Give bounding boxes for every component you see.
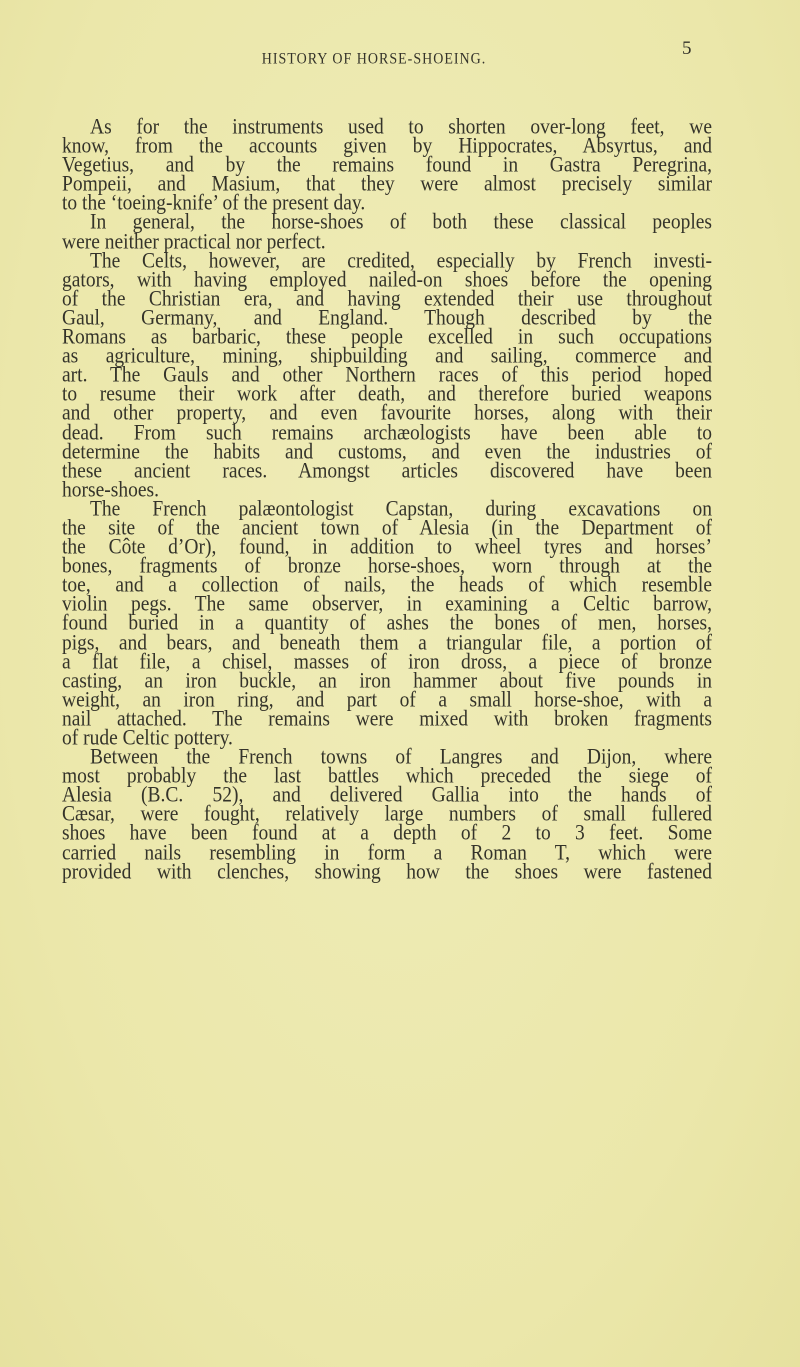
text-line: dead. From such remains archæologists have been able to — [62, 421, 712, 445]
text-line: art. The Gauls and other Northern races of this period hoped — [62, 363, 712, 388]
text-line: Vegetius, and by the remains found in Gastra Peregrina, — [62, 153, 712, 178]
text-line: toe, and a collection of nails, the heads of which resemble — [62, 573, 712, 598]
text-line: gators, with having employed nailed-on shoes before the opening — [62, 268, 712, 293]
text-line: a flat file, a chisel, masses of iron dross, a piece of bronze — [62, 650, 712, 674]
text-line: were neither practical nor perfect. — [62, 230, 326, 254]
text-line: The Celts, however, are credited, especially by French investi- — [90, 249, 712, 273]
text-line: the site of the ancient town of Alesia (in the Department of — [62, 516, 712, 541]
text-line: Gaul, Germany, and England. Though described by the — [62, 306, 712, 331]
text-line: carried nails resembling in form a Roman T, which were — [62, 841, 712, 865]
text-line: of rude Celtic pottery. — [62, 726, 233, 751]
text-line: Cæsar, were fought, relatively large numbers of small fullered — [62, 803, 712, 827]
text-line: these ancient races. Amongst articles discovered have been — [62, 459, 712, 483]
text-line: found buried in a quantity of ashes the bones of men, horses, — [62, 612, 712, 636]
text-line: In general, the horse-shoes of both these classical peoples — [90, 211, 712, 235]
text-line: weight, an iron ring, and part of a small horse-shoe, with a — [62, 688, 712, 713]
text-line: of the Christian era, and having extended their use throughout — [62, 287, 712, 312]
text-line: As for the instruments used to shorten over-long feet, we — [90, 115, 712, 140]
text-line: provided with clenches, showing how the shoes were fastened — [62, 860, 712, 884]
text-line: Alesia (B.C. 52), and delivered Gallia into the hands of — [62, 784, 712, 808]
text-line: determine the habits and customs, and even the industries of — [62, 440, 712, 464]
running-title: HISTORY OF HORSE-SHOEING. — [261, 50, 487, 69]
body-text — [62, 115, 712, 884]
text-line: the Côte d’Or), found, in addition to wheel tyres and horses’ — [62, 535, 712, 560]
text-line: nail attached. The remains were mixed with broken fragments — [62, 707, 712, 732]
text-line: to the ‘toeing-knife’ of the present day. — [62, 192, 366, 216]
text-line: to resume their work after death, and therefore buried weapons — [62, 383, 712, 407]
text-line: Between the French towns of Langres and Dijon, where — [90, 745, 712, 770]
text-line: The French palæontologist Capstan, during excavations on — [90, 497, 712, 522]
text-line: violin pegs. The same observer, in examining a Celtic barrow, — [62, 593, 712, 617]
page-number: 5 — [682, 38, 692, 59]
text-line: pigs, and bears, and beneath them a triangular file, a portion of — [62, 631, 712, 655]
text-line: as agriculture, mining, shipbuilding and sailing, commerce and — [62, 344, 712, 369]
text-line: and other property, and even favourite horses, along with their — [62, 402, 712, 426]
text-line: Romans as barbaric, these people excelled in such occupations — [62, 325, 712, 350]
text-line: most probably the last battles which preceded the siege of — [62, 764, 712, 789]
text-line: know, from the accounts given by Hippocrates, Absyrtus, and — [62, 134, 712, 159]
text-line: casting, an iron buckle, an iron hammer about five pounds in — [62, 669, 712, 693]
text-line: shoes have been found at a depth of 2 to 3 feet. Some — [62, 822, 712, 846]
text-line: bones, fragments of bronze horse-shoes, worn through at the — [62, 554, 712, 579]
text-line: Pompeii, and Masium, that they were almost precisely similar — [62, 173, 712, 197]
text-line: horse-shoes. — [62, 478, 159, 503]
